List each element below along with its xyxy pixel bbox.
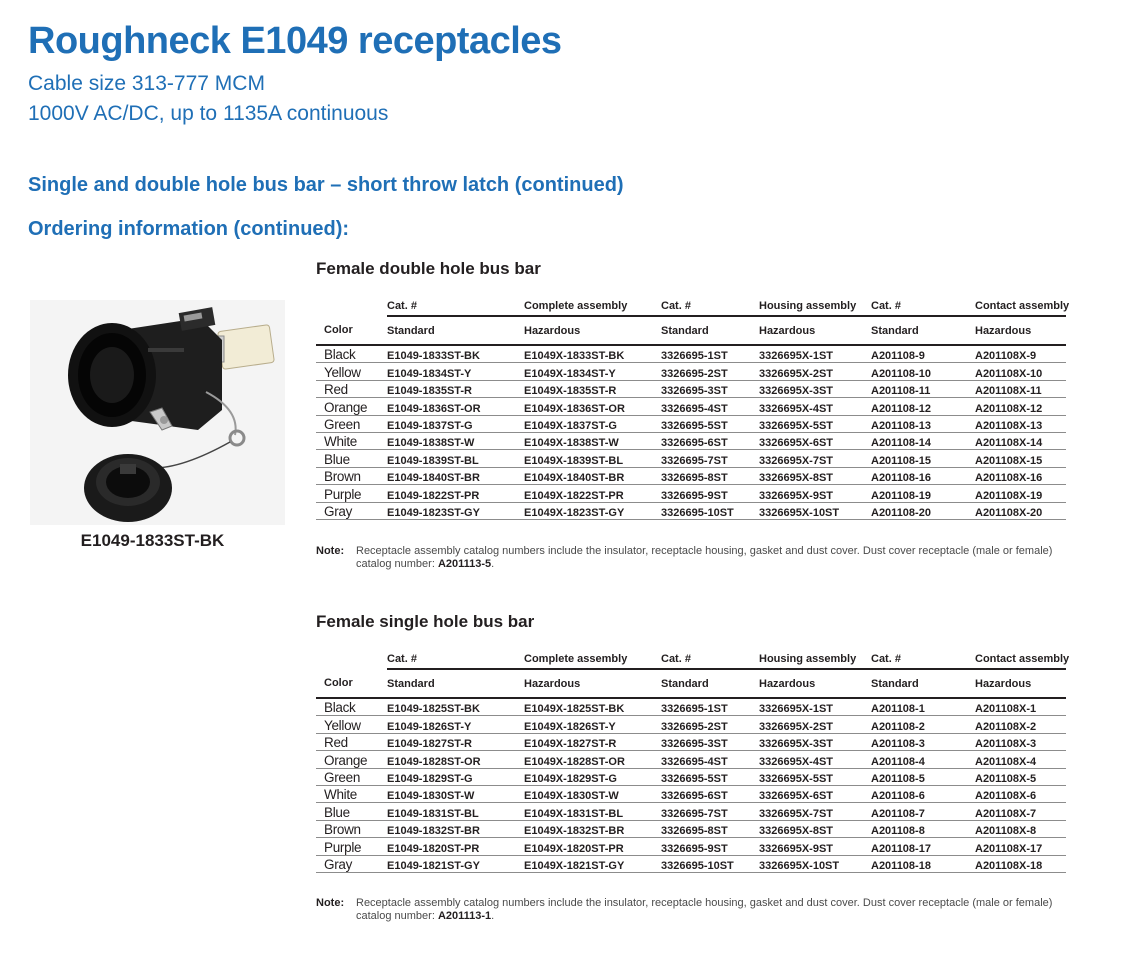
header-cat: Cat. #: [387, 641, 524, 669]
color-cell: Orange: [316, 398, 387, 415]
contact-hazardous-cell: A201108X-11: [975, 380, 1066, 397]
table-row: [316, 467, 1066, 484]
complete-hazardous-cell: E1049X-1826ST-Y: [524, 716, 661, 733]
contact-hazardous-cell: A201108X-4: [975, 751, 1066, 768]
complete-hazardous-cell: E1049X-1835ST-R: [524, 380, 661, 397]
table-title-single-hole: Female single hole bus bar: [316, 612, 535, 631]
contact-hazardous-cell: A201108X-17: [975, 838, 1066, 855]
section-heading: Single and double hole bus bar – short throw latch (continued): [28, 174, 624, 196]
color-cell: Blue: [316, 450, 387, 467]
housing-hazardous-cell: 3326695X-2ST: [759, 716, 871, 733]
color-cell: Yellow: [316, 363, 387, 380]
color-cell: White: [316, 432, 387, 449]
header-contact-assembly: Contact assembly: [975, 641, 1066, 669]
table-sub-header: [316, 316, 1066, 345]
housing-hazardous-cell: 3326695X-7ST: [759, 803, 871, 820]
single-hole-bus-bar-table: [316, 641, 1070, 873]
housing-standard-cell: 3326695-6ST: [661, 432, 759, 449]
table-row: [316, 345, 1066, 363]
complete-standard-cell: E1049-1821ST-GY: [387, 855, 524, 872]
note-label: Note:: [316, 897, 345, 909]
contact-hazardous-cell: A201108X-8: [975, 820, 1066, 837]
color-cell: Brown: [316, 467, 387, 484]
table-row: [316, 380, 1066, 397]
housing-standard-cell: 3326695-4ST: [661, 398, 759, 415]
table-row: [316, 485, 1066, 502]
complete-standard-cell: E1049-1822ST-PR: [387, 485, 524, 502]
complete-hazardous-cell: E1049X-1831ST-BL: [524, 803, 661, 820]
color-cell: Blue: [316, 803, 387, 820]
housing-standard-cell: 3326695-8ST: [661, 467, 759, 484]
contact-standard-cell: A201108-8: [871, 820, 975, 837]
table-row: [316, 803, 1066, 820]
housing-standard-cell: 3326695-3ST: [661, 380, 759, 397]
housing-hazardous-cell: 3326695X-2ST: [759, 363, 871, 380]
table-row: [316, 398, 1066, 415]
housing-hazardous-cell: 3326695X-4ST: [759, 751, 871, 768]
contact-standard-cell: A201108-10: [871, 363, 975, 380]
housing-standard-cell: 3326695-1ST: [661, 345, 759, 363]
dust-cover-part-number: A201113-5: [437, 558, 492, 570]
table-row: [316, 363, 1066, 380]
contact-hazardous-cell: A201108X-14: [975, 432, 1066, 449]
contact-hazardous-cell: A201108X-12: [975, 398, 1066, 415]
note-end: .: [491, 558, 495, 570]
complete-standard-cell: E1049-1836ST-OR: [387, 398, 524, 415]
color-cell: Orange: [316, 751, 387, 768]
header-cat: Cat. #: [387, 288, 524, 316]
complete-hazardous-cell: E1049X-1822ST-PR: [524, 485, 661, 502]
color-cell: Black: [316, 698, 387, 716]
header-hazardous: Hazardous: [524, 669, 661, 698]
header-housing-assembly: Housing assembly: [759, 288, 871, 316]
color-cell: Purple: [316, 485, 387, 502]
table-row: [316, 855, 1066, 872]
housing-standard-cell: 3326695-8ST: [661, 820, 759, 837]
housing-standard-cell: 3326695-9ST: [661, 838, 759, 855]
header-complete-assembly: Complete assembly: [524, 288, 661, 316]
contact-hazardous-cell: A201108X-3: [975, 733, 1066, 750]
complete-standard-cell: E1049-1839ST-BL: [387, 450, 524, 467]
header-color: Color: [316, 316, 387, 345]
complete-hazardous-cell: E1049X-1830ST-W: [524, 785, 661, 802]
housing-hazardous-cell: 3326695X-4ST: [759, 398, 871, 415]
product-caption: E1049-1833ST-BK: [80, 531, 225, 550]
contact-hazardous-cell: A201108X-7: [975, 803, 1066, 820]
housing-hazardous-cell: 3326695X-6ST: [759, 785, 871, 802]
contact-standard-cell: A201108-4: [871, 751, 975, 768]
complete-hazardous-cell: E1049X-1828ST-OR: [524, 751, 661, 768]
receptacle-product-photo: [30, 300, 285, 525]
complete-hazardous-cell: E1049X-1829ST-G: [524, 768, 661, 785]
header-standard: Standard: [871, 316, 975, 345]
header-cat: Cat. #: [661, 288, 759, 316]
complete-hazardous-cell: E1049X-1823ST-GY: [524, 502, 661, 519]
table-group-header: [316, 288, 1066, 316]
housing-hazardous-cell: 3326695X-8ST: [759, 467, 871, 484]
color-cell: Red: [316, 380, 387, 397]
color-cell: Brown: [316, 820, 387, 837]
contact-standard-cell: A201108-17: [871, 838, 975, 855]
contact-standard-cell: A201108-5: [871, 768, 975, 785]
header-cat: Cat. #: [871, 288, 975, 316]
complete-hazardous-cell: E1049X-1820ST-PR: [524, 838, 661, 855]
header-cat: Cat. #: [661, 641, 759, 669]
complete-standard-cell: E1049-1831ST-BL: [387, 803, 524, 820]
housing-standard-cell: 3326695-6ST: [661, 785, 759, 802]
complete-standard-cell: E1049-1833ST-BK: [387, 345, 524, 363]
housing-hazardous-cell: 3326695X-8ST: [759, 820, 871, 837]
complete-hazardous-cell: E1049X-1827ST-R: [524, 733, 661, 750]
complete-standard-cell: E1049-1837ST-G: [387, 415, 524, 432]
complete-standard-cell: E1049-1840ST-BR: [387, 467, 524, 484]
contact-hazardous-cell: A201108X-2: [975, 716, 1066, 733]
contact-hazardous-cell: A201108X-16: [975, 467, 1066, 484]
dust-cover-part-number: A201113-1: [437, 910, 492, 922]
housing-standard-cell: 3326695-5ST: [661, 768, 759, 785]
housing-standard-cell: 3326695-7ST: [661, 450, 759, 467]
note-double-hole: [316, 545, 1066, 571]
header-cat: Cat. #: [871, 641, 975, 669]
color-cell: White: [316, 785, 387, 802]
contact-hazardous-cell: A201108X-13: [975, 415, 1066, 432]
contact-hazardous-cell: A201108X-20: [975, 502, 1066, 519]
housing-standard-cell: 3326695-4ST: [661, 751, 759, 768]
table-row: [316, 785, 1066, 802]
contact-standard-cell: A201108-14: [871, 432, 975, 449]
header-hazardous: Hazardous: [759, 669, 871, 698]
note-end: .: [491, 910, 495, 922]
header-hazardous: Hazardous: [975, 316, 1066, 345]
contact-standard-cell: A201108-2: [871, 716, 975, 733]
complete-hazardous-cell: E1049X-1832ST-BR: [524, 820, 661, 837]
page-title: Roughneck E1049 receptacles: [28, 20, 562, 62]
header-hazardous: Hazardous: [524, 316, 661, 345]
housing-hazardous-cell: 3326695X-9ST: [759, 485, 871, 502]
table-row: [316, 502, 1066, 519]
table-group-header: [316, 641, 1066, 669]
color-cell: Green: [316, 768, 387, 785]
contact-hazardous-cell: A201108X-19: [975, 485, 1066, 502]
contact-hazardous-cell: A201108X-9: [975, 345, 1066, 363]
contact-standard-cell: A201108-9: [871, 345, 975, 363]
complete-standard-cell: E1049-1825ST-BK: [387, 698, 524, 716]
complete-hazardous-cell: E1049X-1839ST-BL: [524, 450, 661, 467]
housing-hazardous-cell: 3326695X-3ST: [759, 380, 871, 397]
ordering-heading: Ordering information (continued):: [28, 218, 350, 240]
housing-standard-cell: 3326695-3ST: [661, 733, 759, 750]
note-single-hole: [316, 897, 1066, 923]
housing-standard-cell: 3326695-9ST: [661, 485, 759, 502]
table-row: [316, 432, 1066, 449]
housing-standard-cell: 3326695-10ST: [661, 502, 759, 519]
contact-hazardous-cell: A201108X-15: [975, 450, 1066, 467]
header-standard: Standard: [661, 669, 759, 698]
complete-standard-cell: E1049-1827ST-R: [387, 733, 524, 750]
housing-standard-cell: 3326695-7ST: [661, 803, 759, 820]
contact-standard-cell: A201108-3: [871, 733, 975, 750]
complete-standard-cell: E1049-1834ST-Y: [387, 363, 524, 380]
table-row: [316, 838, 1066, 855]
complete-standard-cell: E1049-1826ST-Y: [387, 716, 524, 733]
housing-hazardous-cell: 3326695X-6ST: [759, 432, 871, 449]
header-color: Color: [316, 669, 387, 698]
complete-hazardous-cell: E1049X-1821ST-GY: [524, 855, 661, 872]
note-text: Receptacle assembly catalog numbers include the insulator, receptacle housing, gasket and dust cover. Dust cover receptacle (male or female) catalog number:: [356, 545, 1053, 570]
complete-hazardous-cell: E1049X-1833ST-BK: [524, 345, 661, 363]
housing-standard-cell: 3326695-1ST: [661, 698, 759, 716]
housing-hazardous-cell: 3326695X-5ST: [759, 415, 871, 432]
housing-hazardous-cell: 3326695X-5ST: [759, 768, 871, 785]
header-housing-assembly: Housing assembly: [759, 641, 871, 669]
housing-standard-cell: 3326695-2ST: [661, 716, 759, 733]
table-row: [316, 698, 1066, 716]
color-cell: Yellow: [316, 716, 387, 733]
table-title-double-hole: Female double hole bus bar: [316, 259, 541, 278]
housing-hazardous-cell: 3326695X-1ST: [759, 345, 871, 363]
complete-standard-cell: E1049-1830ST-W: [387, 785, 524, 802]
complete-hazardous-cell: E1049X-1834ST-Y: [524, 363, 661, 380]
complete-standard-cell: E1049-1838ST-W: [387, 432, 524, 449]
header-standard: Standard: [387, 669, 524, 698]
header-standard: Standard: [661, 316, 759, 345]
contact-standard-cell: A201108-1: [871, 698, 975, 716]
contact-standard-cell: A201108-20: [871, 502, 975, 519]
color-cell: Red: [316, 733, 387, 750]
color-cell: Green: [316, 415, 387, 432]
rating-subtitle: 1000V AC/DC, up to 1135A continuous: [28, 102, 389, 125]
complete-hazardous-cell: E1049X-1825ST-BK: [524, 698, 661, 716]
housing-standard-cell: 3326695-2ST: [661, 363, 759, 380]
contact-standard-cell: A201108-12: [871, 398, 975, 415]
table-sub-header: [316, 669, 1066, 698]
contact-standard-cell: A201108-15: [871, 450, 975, 467]
complete-hazardous-cell: E1049X-1840ST-BR: [524, 467, 661, 484]
cable-size-subtitle: Cable size 313-777 MCM: [28, 72, 265, 95]
contact-hazardous-cell: A201108X-18: [975, 855, 1066, 872]
table-row: [316, 768, 1066, 785]
housing-hazardous-cell: 3326695X-10ST: [759, 502, 871, 519]
contact-standard-cell: A201108-13: [871, 415, 975, 432]
table-row: [316, 733, 1066, 750]
complete-hazardous-cell: E1049X-1837ST-G: [524, 415, 661, 432]
complete-hazardous-cell: E1049X-1836ST-OR: [524, 398, 661, 415]
complete-hazardous-cell: E1049X-1838ST-W: [524, 432, 661, 449]
note-text: Receptacle assembly catalog numbers include the insulator, receptacle housing, gasket and dust cover. Dust cover receptacle (male or female) catalog number:: [356, 897, 1053, 922]
color-cell: Gray: [316, 855, 387, 872]
color-cell: Purple: [316, 838, 387, 855]
table-row: [316, 450, 1066, 467]
contact-hazardous-cell: A201108X-1: [975, 698, 1066, 716]
complete-standard-cell: E1049-1823ST-GY: [387, 502, 524, 519]
contact-hazardous-cell: A201108X-6: [975, 785, 1066, 802]
table-row: [316, 820, 1066, 837]
table-row: [316, 751, 1066, 768]
header-complete-assembly: Complete assembly: [524, 641, 661, 669]
header-standard: Standard: [387, 316, 524, 345]
housing-standard-cell: 3326695-5ST: [661, 415, 759, 432]
contact-standard-cell: A201108-19: [871, 485, 975, 502]
header-standard: Standard: [871, 669, 975, 698]
contact-standard-cell: A201108-11: [871, 380, 975, 397]
complete-standard-cell: E1049-1828ST-OR: [387, 751, 524, 768]
header-hazardous: Hazardous: [975, 669, 1066, 698]
contact-hazardous-cell: A201108X-5: [975, 768, 1066, 785]
contact-standard-cell: A201108-7: [871, 803, 975, 820]
color-cell: Gray: [316, 502, 387, 519]
housing-hazardous-cell: 3326695X-7ST: [759, 450, 871, 467]
housing-hazardous-cell: 3326695X-3ST: [759, 733, 871, 750]
contact-standard-cell: A201108-18: [871, 855, 975, 872]
housing-hazardous-cell: 3326695X-1ST: [759, 698, 871, 716]
table-row: [316, 415, 1066, 432]
contact-standard-cell: A201108-16: [871, 467, 975, 484]
housing-hazardous-cell: 3326695X-9ST: [759, 838, 871, 855]
header-contact-assembly: Contact assembly: [975, 288, 1066, 316]
double-hole-bus-bar-table: [316, 288, 1070, 520]
complete-standard-cell: E1049-1829ST-G: [387, 768, 524, 785]
complete-standard-cell: E1049-1820ST-PR: [387, 838, 524, 855]
complete-standard-cell: E1049-1835ST-R: [387, 380, 524, 397]
contact-standard-cell: A201108-6: [871, 785, 975, 802]
complete-standard-cell: E1049-1832ST-BR: [387, 820, 524, 837]
table-row: [316, 716, 1066, 733]
housing-hazardous-cell: 3326695X-10ST: [759, 855, 871, 872]
color-cell: Black: [316, 345, 387, 363]
housing-standard-cell: 3326695-10ST: [661, 855, 759, 872]
note-label: Note:: [316, 545, 345, 557]
header-hazardous: Hazardous: [759, 316, 871, 345]
contact-hazardous-cell: A201108X-10: [975, 363, 1066, 380]
